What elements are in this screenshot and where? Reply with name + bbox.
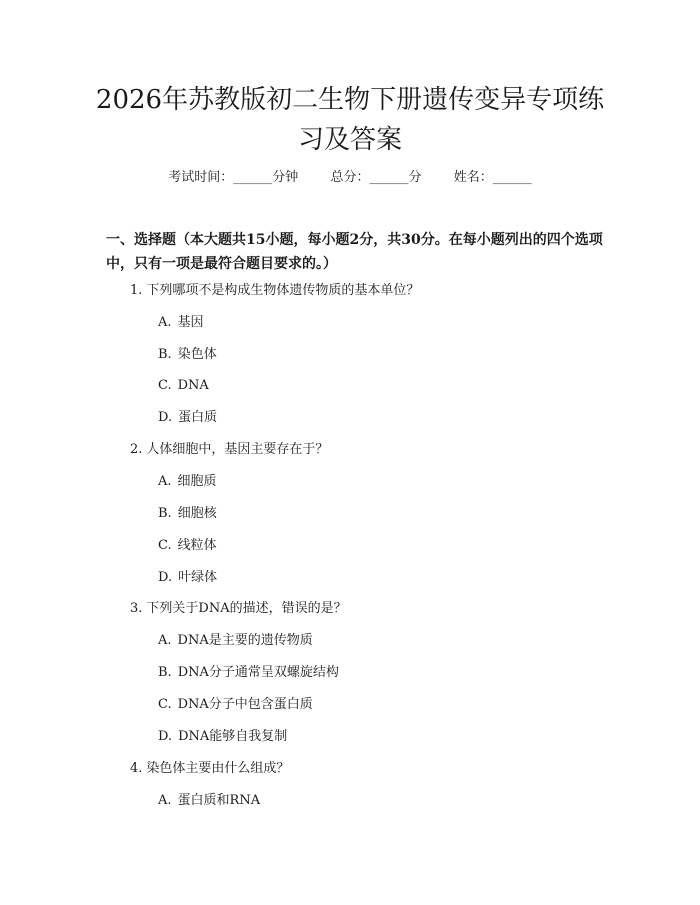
exam-time-unit: 分钟	[272, 170, 299, 185]
question-4-option-a	[158, 791, 260, 811]
question-1-option-b	[158, 345, 217, 365]
document-title: 2026年苏教版初二生物下册遗传变异专项练习及答案	[95, 85, 605, 155]
question-2-option-c	[158, 536, 217, 556]
question-number: 1.	[130, 283, 143, 298]
student-name-blank: ______	[492, 170, 532, 185]
question-2-option-b	[158, 504, 217, 524]
question-1-option-d	[158, 408, 217, 428]
option-letter: B.	[158, 506, 172, 521]
student-name-label: 姓名：	[453, 170, 493, 185]
question-3-option-a	[158, 631, 313, 651]
option-letter: D.	[158, 570, 173, 585]
option-text: 细胞核	[177, 506, 217, 521]
option-letter: A.	[158, 633, 172, 648]
option-letter: C.	[158, 538, 172, 553]
option-text: DNA能够自我复制	[178, 729, 288, 744]
option-letter: A.	[158, 474, 172, 489]
question-1-option-c	[158, 376, 209, 396]
option-text: DNA分子中包含蛋白质	[177, 697, 313, 712]
total-score-field	[330, 170, 421, 185]
question-number: 3.	[130, 601, 143, 616]
total-score-blank: ______	[369, 170, 409, 185]
exam-time-label: 考试时间：	[168, 170, 234, 185]
option-text: DNA	[177, 378, 209, 393]
option-letter: B.	[158, 347, 172, 362]
question-3-option-d	[158, 727, 287, 747]
option-letter: C.	[158, 697, 172, 712]
question-text: 下列哪项不是构成生物体遗传物质的基本单位？	[146, 283, 420, 298]
exam-time-blank: ______	[233, 170, 273, 185]
question-3-option-b	[158, 663, 339, 683]
question-2-option-a	[158, 472, 217, 492]
option-text: 细胞质	[177, 474, 217, 489]
option-text: DNA是主要的遗传物质	[177, 633, 313, 648]
option-letter: B.	[158, 665, 172, 680]
question-text: 人体细胞中，基因主要存在于？	[146, 442, 329, 457]
question-2	[130, 440, 328, 460]
question-number: 4.	[130, 761, 143, 776]
question-1	[130, 281, 419, 301]
question-1-option-a	[158, 313, 204, 333]
question-3-option-c	[158, 695, 313, 715]
option-text: 蛋白质和RNA	[177, 793, 261, 808]
option-letter: C.	[158, 378, 172, 393]
section-heading: 一、选择题（本大题共15小题，每小题2分，共30分。在每小题列出的四个选项中，只有一项是最符合题目要求的。）	[106, 232, 603, 272]
option-text: 线粒体	[177, 538, 217, 553]
student-name-field	[454, 170, 532, 185]
question-text: 染色体主要由什么组成？	[146, 761, 290, 776]
option-letter: A.	[158, 315, 172, 330]
option-text: 蛋白质	[178, 410, 218, 425]
total-score-label: 总分：	[330, 170, 370, 185]
exam-time-field	[168, 170, 298, 185]
option-text: 叶绿体	[178, 570, 218, 585]
question-4	[130, 759, 289, 779]
question-3	[130, 599, 347, 619]
question-2-option-d	[158, 568, 217, 588]
exam-meta	[0, 168, 700, 188]
option-text: 基因	[177, 315, 204, 330]
total-score-unit: 分	[408, 170, 422, 185]
question-number: 2.	[130, 442, 143, 457]
option-text: 染色体	[177, 347, 217, 362]
option-letter: D.	[158, 410, 173, 425]
question-text: 下列关于DNA的描述，错误的是？	[146, 601, 347, 616]
option-letter: D.	[158, 729, 173, 744]
option-letter: A.	[158, 793, 172, 808]
option-text: DNA分子通常呈双螺旋结构	[177, 665, 339, 680]
